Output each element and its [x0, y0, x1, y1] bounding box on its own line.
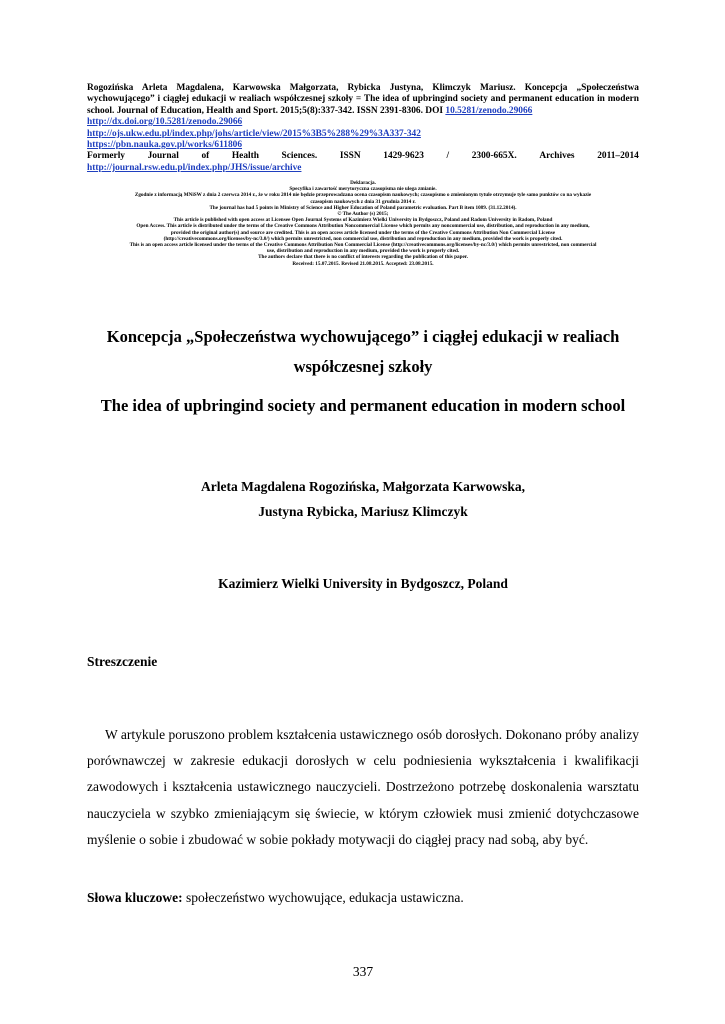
- declaration-line: provided the original author(s) and source are credited. This is an open access article licensed under the terms of the Creative Commons Attribution Non Commercial License: [170, 229, 556, 236]
- declaration-line: Open Access. This article is distributed under the terms of the Creative Commons Attribution Noncommercial License which permits any noncommercial use, distribution, and reproduction in any medium,: [136, 223, 590, 230]
- formerly-word: of: [201, 151, 210, 162]
- formerly-word: ISSN: [339, 151, 361, 162]
- declaration-line: The authors declare that there is no conflict of interests regarding the publication of this paper.: [258, 254, 468, 261]
- formerly-word: Health: [231, 151, 259, 162]
- formerly-word: 2300-665X.: [471, 151, 517, 162]
- formerly-word: Sciences.: [281, 151, 318, 162]
- pbn-link[interactable]: https://pbn.nauka.gov.pl/works/611806: [87, 140, 243, 151]
- dx-doi-link[interactable]: http://dx.doi.org/10.5281/zenodo.29066: [87, 117, 243, 128]
- doi-link[interactable]: 10.5281/zenodo.29066: [445, 105, 533, 116]
- authors-line: Justyna Rybicka, Mariusz Klimczyk: [258, 504, 468, 519]
- ojs-link[interactable]: http://ojs.ukw.edu.pl/index.php/johs/article/view/2015%3B5%288%29%3A337-342: [87, 128, 421, 139]
- declaration-line: This is an open access article licensed under the terms of the Creative Commons Attribution Non Commercial License (http://creativecommons.org/licenses/by-nc/3.0/) which permits unrestricted, non commercial: [129, 242, 597, 249]
- declaration-line: Deklaracja.: [350, 180, 376, 186]
- keywords-line: [87, 885, 639, 910]
- formerly-word: Journal: [147, 151, 179, 162]
- declaration-line: Zgodnie z informacją MNiSW z dnia 2 czerwca 2014 r., że w roku 2014 nie będzie przeprowadzana ocena czasopism naukowych; czasopismo o zmienionym tytule otrzymuje tyle samo punktów co na wykazie: [134, 192, 592, 199]
- formerly-word: Archives: [539, 151, 575, 162]
- declaration-line: The journal has had 5 points in Ministry of Science and Higher Education of Poland parametric evaluation. Part B item 1089. (31.12.2014).: [209, 204, 517, 211]
- formerly-line: [87, 151, 639, 162]
- formerly-word: Formerly: [87, 151, 125, 162]
- declaration-line: © The Author (s) 2015;: [337, 211, 389, 218]
- page-number: 337: [352, 964, 374, 979]
- keywords-label: Słowa kluczowe:: [87, 890, 183, 905]
- authors-line: Arleta Magdalena Rogozińska, Małgorzata Karwowska,: [201, 479, 525, 494]
- formerly-word: 1429-9623: [383, 151, 424, 162]
- keywords-text: społeczeństwo wychowujące, edukacja ustawiczna.: [182, 890, 464, 905]
- abstract-heading: Streszczenie: [87, 654, 158, 669]
- declaration-line: Specyfika i zawartość merytoryczna czasopisma nie ulega zmianie.: [289, 186, 437, 193]
- formerly-word: /: [446, 151, 450, 162]
- citation-text-paragraph: [87, 83, 639, 117]
- declaration-line: This article is published with open access at Licensee Open Journal Systems of Kazimierz Wielki University in Bydgoszcz, Poland and Radom University in Radom, Poland: [173, 217, 553, 224]
- abstract-text: W artykule poruszono problem kształcenia ustawicznego osób dorosłych. Dokonano próby analizy porównawczej w zakresie edukacji dorosłych w celu podniesienia wykształcenia i kwalifikacji zawodowych i kształcenia ustawicznego nauczycieli. Dostrzeżono potrzebę doskonalenia warsztatu nauczyciela w szybko zmieniającym się świecie, w którym człowiek musi zmienić dotychczasowe myślenie o sobie i zbudować w sobie pokłady motywacji do ciągłej pracy nad sobą, aby być.: [87, 727, 639, 847]
- citation-block: [87, 83, 639, 174]
- declaration-line: use, distribution and reproduction in any medium, provided the work is properly cited.: [266, 248, 460, 255]
- title-polish: Koncepcja „Społeczeństwa wychowującego” i ciągłej edukacji w realiach współczesnej szkoły: [106, 327, 620, 376]
- declaration-block: [87, 180, 639, 267]
- archive-link[interactable]: http://journal.rsw.edu.pl/index.php/JHS/issue/archive: [87, 162, 302, 173]
- title-english: The idea of upbringind society and permanent education in modern school: [100, 396, 626, 415]
- declaration-line: (http://creativecommons.org/licenses/by-nc/3.0/) which permits unrestricted, non commercial use, distribution and reproduction in any medium, provided the work is properly cited.: [163, 235, 563, 242]
- formerly-word: 2011–2014: [597, 151, 639, 162]
- declaration-line: czasopism naukowych z dnia 31 grudnia 2014 r.: [310, 198, 416, 205]
- authors-block: [87, 474, 639, 524]
- declaration-line: Received: 15.07.2015. Revised 21.08.2015. Accepted: 23.08.2015.: [292, 260, 434, 267]
- citation-text: Rogozińska Arleta Magdalena, Karwowska Małgorzata, Rybicka Justyna, Klimczyk Mariusz. Koncepcja „Społeczeństwa wychowującego” i ciągłej edukacji w realiach współczesnej szkoły = The idea of upbringind society and permanent education in modern school. Journal of Education, Health and Sport. 2015;5(8):337-342. ISSN 2391-8306. DOI: [87, 83, 639, 116]
- affiliation: Kazimierz Wielki University in Bydgoszcz, Poland: [218, 576, 508, 591]
